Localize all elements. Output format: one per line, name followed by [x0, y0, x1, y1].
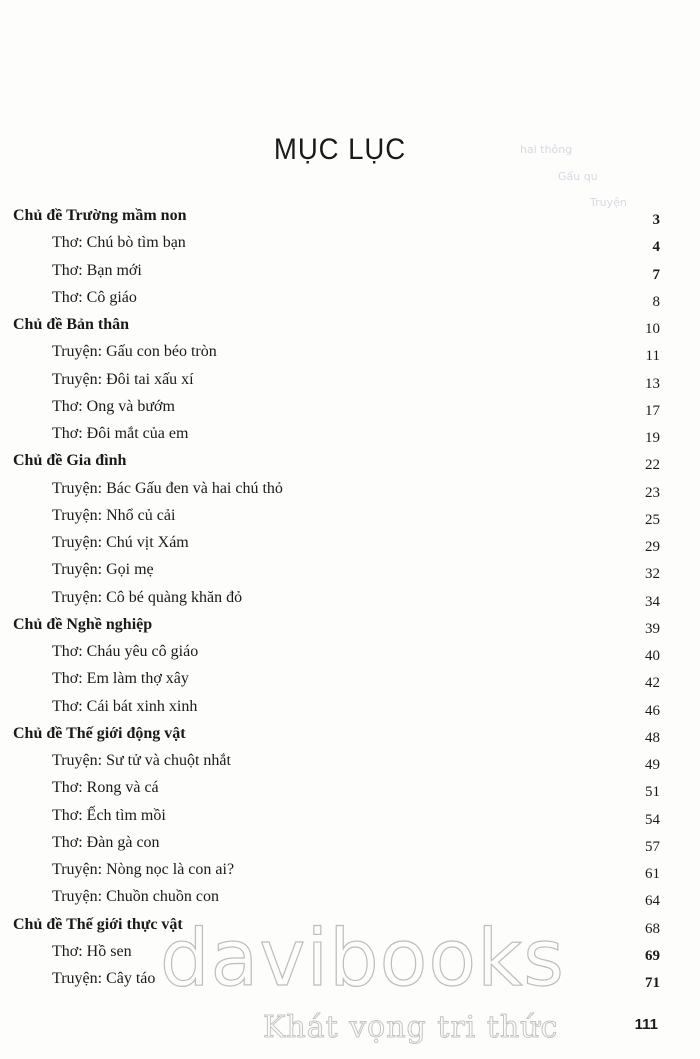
toc-topic-row — [0, 615, 700, 642]
toc-item-row — [0, 288, 700, 315]
toc-item-label: Thơ: Cô giáo — [52, 289, 137, 306]
toc-topic-label: Chủ đề Thế giới thực vật — [13, 916, 183, 933]
toc-page-number: 54 — [645, 812, 660, 828]
toc-item-row — [0, 261, 700, 288]
toc-item-label: Truyện: Cô bé quàng khăn đỏ — [52, 589, 243, 606]
toc-item-row — [0, 560, 700, 587]
toc-page-number: 11 — [645, 348, 660, 364]
toc-page-number: 19 — [645, 430, 660, 446]
toc-item-row — [0, 397, 700, 424]
toc-page-number: 48 — [645, 730, 660, 746]
toc-page-number: 68 — [645, 921, 660, 937]
toc-item-row — [0, 479, 700, 506]
toc-item-row — [0, 370, 700, 397]
toc-page-number: 23 — [645, 485, 660, 501]
toc-page-number: 32 — [645, 566, 660, 582]
toc-page-number: 25 — [645, 512, 660, 528]
toc-item-label: Truyện: Chuồn chuồn con — [52, 888, 219, 905]
watermark-tagline: Khát vọng tri thức — [263, 1010, 559, 1045]
toc-item-label: Truyện: Sư tử và chuột nhắt — [52, 752, 231, 769]
toc-item-label: Truyện: Đôi tai xấu xí — [52, 371, 194, 388]
toc-item-label: Truyện: Nhổ củ cải — [52, 507, 176, 524]
toc-item-label: Thơ: Rong và cá — [52, 779, 159, 796]
toc-page-number: 69 — [645, 948, 660, 964]
toc-item-row — [0, 533, 700, 560]
toc-item-row — [0, 751, 700, 778]
toc-item-label: Thơ: Cháu yêu cô giáo — [52, 643, 199, 660]
toc-topic-row — [0, 315, 700, 342]
toc-page-number: 39 — [645, 621, 660, 637]
toc-page-number: 34 — [645, 594, 660, 610]
toc-page-number: 22 — [645, 457, 660, 473]
toc-topic-label: Chủ đề Thế giới động vật — [13, 725, 186, 742]
toc-item-row — [0, 233, 700, 260]
toc-page-number: 57 — [645, 839, 660, 855]
toc-item-row — [0, 833, 700, 860]
toc-topic-label: Chủ đề Gia đình — [13, 452, 127, 469]
toc-item-label: Truyện: Gọi mẹ — [52, 561, 154, 578]
toc-page-number: 29 — [645, 539, 660, 555]
toc-page-number: 3 — [652, 212, 660, 228]
toc-item-row — [0, 424, 700, 451]
toc-item-label: Thơ: Đàn gà con — [52, 834, 160, 851]
toc-page-number: 40 — [645, 648, 660, 664]
toc-item-row — [0, 642, 700, 669]
toc-page-number: 71 — [645, 975, 660, 991]
toc-item-label: Thơ: Bạn mới — [52, 262, 142, 279]
toc-item-label: Truyện: Gấu con béo tròn — [52, 343, 217, 360]
toc-topic-label: Chủ đề Trường mầm non — [13, 207, 187, 224]
toc-page-number: 8 — [652, 294, 660, 310]
toc-page-number: 46 — [645, 703, 660, 719]
toc-item-row — [0, 588, 700, 615]
toc-item-label: Truyện: Nòng nọc là con ai? — [52, 861, 235, 878]
toc-item-row — [0, 342, 700, 369]
toc-page-number: 49 — [645, 757, 660, 773]
toc-item-label: Truyện: Chú vịt Xám — [52, 534, 189, 551]
toc-page-number: 7 — [652, 267, 660, 283]
toc-item-row — [0, 860, 700, 887]
toc-item-row — [0, 887, 700, 914]
toc-item-row — [0, 806, 700, 833]
toc-item-label: Thơ: Em làm thợ xây — [52, 670, 189, 687]
toc-item-label: Thơ: Ếch tìm mồi — [52, 807, 166, 824]
page-title: MỤC LỤC — [273, 133, 407, 166]
toc-item-label: Thơ: Ong và bướm — [52, 398, 175, 415]
toc-item-row — [0, 669, 700, 696]
toc-item-label: Truyện: Cây táo — [52, 970, 156, 987]
toc-topic-row — [0, 724, 700, 751]
toc-page-number: 17 — [645, 403, 660, 419]
toc-page-number: 13 — [645, 376, 660, 392]
toc-item-label: Thơ: Hồ sen — [52, 943, 132, 960]
toc-page-number: 61 — [645, 866, 660, 882]
toc-item-row — [0, 778, 700, 805]
toc-topic-row — [0, 206, 700, 233]
toc-item-label: Truyện: Bác Gấu đen và hai chú thỏ — [52, 480, 283, 497]
toc-page-number: 64 — [645, 893, 660, 909]
toc-page-number: 42 — [645, 675, 660, 691]
toc-topic-label: Chủ đề Nghề nghiệp — [13, 616, 153, 633]
toc-topic-row — [0, 451, 700, 478]
toc-item-label: Thơ: Chú bò tìm bạn — [52, 234, 186, 251]
toc-page-number: 4 — [652, 239, 660, 255]
toc-page-number: 51 — [645, 784, 660, 800]
toc-item-row — [0, 697, 700, 724]
toc-page-number: 10 — [645, 321, 660, 337]
page-number: 111 — [634, 1016, 658, 1033]
toc-topic-label: Chủ đề Bản thân — [13, 316, 130, 333]
toc-item-label: Thơ: Đôi mắt của em — [52, 425, 189, 442]
toc-item-row — [0, 506, 700, 533]
watermark-logo: davibooks — [160, 914, 565, 1004]
toc-item-label: Thơ: Cái bát xinh xinh — [52, 698, 198, 715]
